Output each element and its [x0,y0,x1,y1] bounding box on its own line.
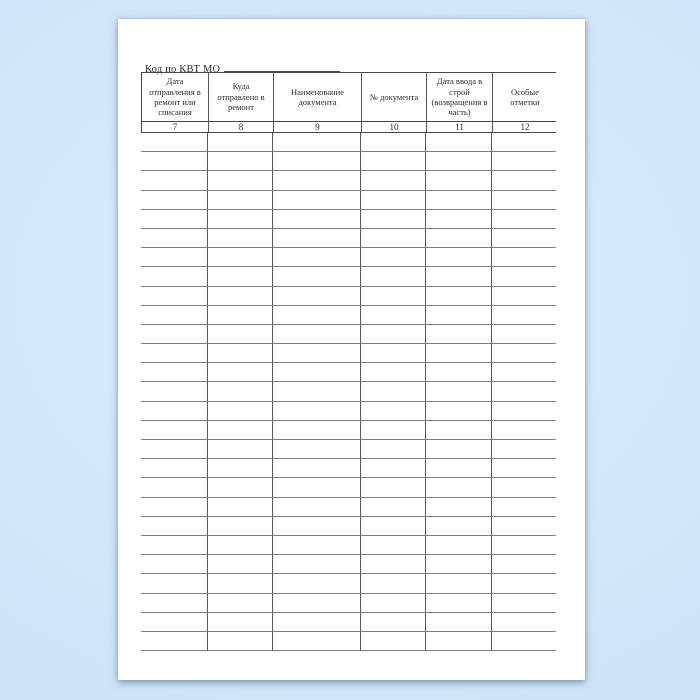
empty-cell [208,191,273,209]
empty-cell [426,402,492,420]
column-header-9: Наименование документа [274,73,362,121]
empty-cell [492,267,556,285]
empty-cell [492,555,556,573]
empty-cell [492,632,556,650]
empty-cell [361,152,426,170]
empty-cell [273,229,361,247]
empty-cell [141,344,208,362]
empty-cell [426,267,492,285]
empty-cell [208,574,273,592]
empty-cell [141,536,208,554]
empty-cell [208,171,273,189]
empty-cell [492,133,556,151]
table-row [141,344,556,363]
table-row [141,402,556,421]
empty-cell [208,306,273,324]
empty-cell [492,440,556,458]
empty-cell [426,210,492,228]
empty-cell [361,440,426,458]
empty-cell [361,459,426,477]
empty-cell [361,306,426,324]
empty-cell [361,517,426,535]
table-row [141,325,556,344]
empty-cell [426,344,492,362]
column-number-8: 8 [209,122,274,132]
table-header-row [141,72,556,122]
empty-cell [426,421,492,439]
empty-cell [426,594,492,612]
empty-cell [273,498,361,516]
empty-cell [141,210,208,228]
empty-cell [361,133,426,151]
empty-cell [208,478,273,496]
empty-cell [492,363,556,381]
empty-cell [208,613,273,631]
column-number-12: 12 [520,122,530,132]
empty-cell [426,171,492,189]
empty-cell [361,594,426,612]
empty-cell [492,210,556,228]
empty-cell [208,555,273,573]
empty-cell [492,229,556,247]
column-header-12: Особые отметки [510,86,540,107]
empty-cell [426,363,492,381]
column-header-10: № документа [362,73,427,121]
empty-cell [492,536,556,554]
empty-cell [208,421,273,439]
empty-cell [426,478,492,496]
table-row [141,478,556,497]
column-numbers-row [141,122,556,133]
empty-cell [361,536,426,554]
empty-cell [141,171,208,189]
empty-cell [208,632,273,650]
empty-cell [361,363,426,381]
empty-cell [273,133,361,151]
empty-cell [492,325,556,343]
table-row [141,498,556,517]
empty-cell [361,287,426,305]
table-row [141,613,556,632]
empty-cell [141,191,208,209]
empty-cell [492,287,556,305]
empty-cell [361,344,426,362]
empty-cell [492,574,556,592]
empty-cell [273,171,361,189]
empty-cell [426,632,492,650]
empty-cell [208,594,273,612]
empty-cell [141,325,208,343]
empty-cell [361,267,426,285]
empty-cell [426,248,492,266]
empty-cell [208,267,273,285]
empty-cell [141,267,208,285]
table-row [141,382,556,401]
empty-cell [273,594,361,612]
column-number-10: 10 [362,122,427,132]
empty-cell [492,344,556,362]
empty-cell [492,248,556,266]
table-body [141,133,556,651]
empty-cell [426,613,492,631]
empty-cell [208,344,273,362]
table-row [141,306,556,325]
empty-cell [273,613,361,631]
empty-cell [492,382,556,400]
table-row [141,440,556,459]
empty-cell [273,632,361,650]
empty-cell [141,421,208,439]
table-row [141,229,556,248]
empty-cell [361,191,426,209]
empty-cell [273,191,361,209]
empty-cell [426,382,492,400]
empty-cell [141,152,208,170]
empty-cell [426,517,492,535]
empty-cell [361,632,426,650]
empty-cell [492,498,556,516]
document-page [118,19,585,680]
empty-cell [426,152,492,170]
empty-cell [361,555,426,573]
empty-cell [361,498,426,516]
empty-cell [361,613,426,631]
table-row [141,574,556,593]
table-row [141,536,556,555]
empty-cell [426,574,492,592]
empty-cell [141,402,208,420]
empty-cell [141,248,208,266]
empty-cell [141,517,208,535]
empty-cell [361,421,426,439]
empty-cell [273,440,361,458]
empty-cell [141,478,208,496]
table-row [141,210,556,229]
empty-cell [492,171,556,189]
empty-cell [208,363,273,381]
empty-cell [141,363,208,381]
empty-cell [141,306,208,324]
empty-cell [361,325,426,343]
empty-cell [273,152,361,170]
table-row [141,555,556,574]
empty-cell [273,325,361,343]
empty-cell [208,152,273,170]
empty-cell [208,517,273,535]
empty-cell [492,459,556,477]
form-table [141,72,556,651]
empty-cell [273,478,361,496]
empty-cell [492,517,556,535]
table-row [141,191,556,210]
empty-cell [141,382,208,400]
table-row [141,152,556,171]
empty-cell [208,325,273,343]
empty-cell [426,133,492,151]
column-header-11: Дата ввода в строй (возвращения в часть) [427,73,493,121]
empty-cell [273,363,361,381]
table-row [141,517,556,536]
empty-cell [273,382,361,400]
empty-cell [141,133,208,151]
empty-cell [492,421,556,439]
column-header-7: Дата отправления в ремонт или списания [142,73,209,121]
empty-cell [361,574,426,592]
empty-cell [208,287,273,305]
empty-cell [273,574,361,592]
empty-cell [141,594,208,612]
empty-cell [361,248,426,266]
empty-cell [141,574,208,592]
empty-cell [492,191,556,209]
empty-cell [208,536,273,554]
empty-cell [361,402,426,420]
empty-cell [492,152,556,170]
empty-cell [492,478,556,496]
table-row [141,267,556,286]
empty-cell [273,344,361,362]
table-row [141,133,556,152]
empty-cell [361,229,426,247]
empty-cell [141,440,208,458]
empty-cell [141,459,208,477]
empty-cell [273,248,361,266]
empty-cell [492,594,556,612]
empty-cell [361,478,426,496]
table-row [141,632,556,651]
column-number-7: 7 [142,122,209,132]
table-row [141,171,556,190]
empty-cell [273,555,361,573]
empty-cell [426,555,492,573]
empty-cell [426,287,492,305]
empty-cell [141,287,208,305]
empty-cell [492,306,556,324]
empty-cell [426,325,492,343]
empty-cell [361,382,426,400]
empty-cell [208,229,273,247]
empty-cell [208,210,273,228]
table-row [141,287,556,306]
empty-cell [426,191,492,209]
code-label: Код по КВТ МО [145,64,221,75]
empty-cell [492,613,556,631]
empty-cell [426,306,492,324]
code-blank-line [224,61,340,72]
empty-cell [426,229,492,247]
empty-cell [361,171,426,189]
empty-cell [426,459,492,477]
empty-cell [492,402,556,420]
empty-cell [141,613,208,631]
empty-cell [361,210,426,228]
empty-cell [426,440,492,458]
empty-cell [273,517,361,535]
empty-cell [273,402,361,420]
empty-cell [141,555,208,573]
empty-cell [208,440,273,458]
empty-cell [273,459,361,477]
table-row [141,421,556,440]
empty-cell [141,229,208,247]
empty-cell [426,498,492,516]
empty-cell [426,536,492,554]
empty-cell [208,248,273,266]
column-header-8: Куда отправлено в ремонт [209,73,274,121]
table-row [141,248,556,267]
empty-cell [208,133,273,151]
table-row [141,363,556,382]
empty-cell [208,498,273,516]
empty-cell [273,210,361,228]
empty-cell [273,287,361,305]
column-number-11: 11 [427,122,493,132]
table-row [141,594,556,613]
empty-cell [273,267,361,285]
empty-cell [208,402,273,420]
table-row [141,459,556,478]
empty-cell [208,382,273,400]
column-number-9: 9 [274,122,362,132]
empty-cell [208,459,273,477]
empty-cell [273,306,361,324]
empty-cell [141,498,208,516]
empty-cell [141,632,208,650]
empty-cell [273,536,361,554]
empty-cell [273,421,361,439]
